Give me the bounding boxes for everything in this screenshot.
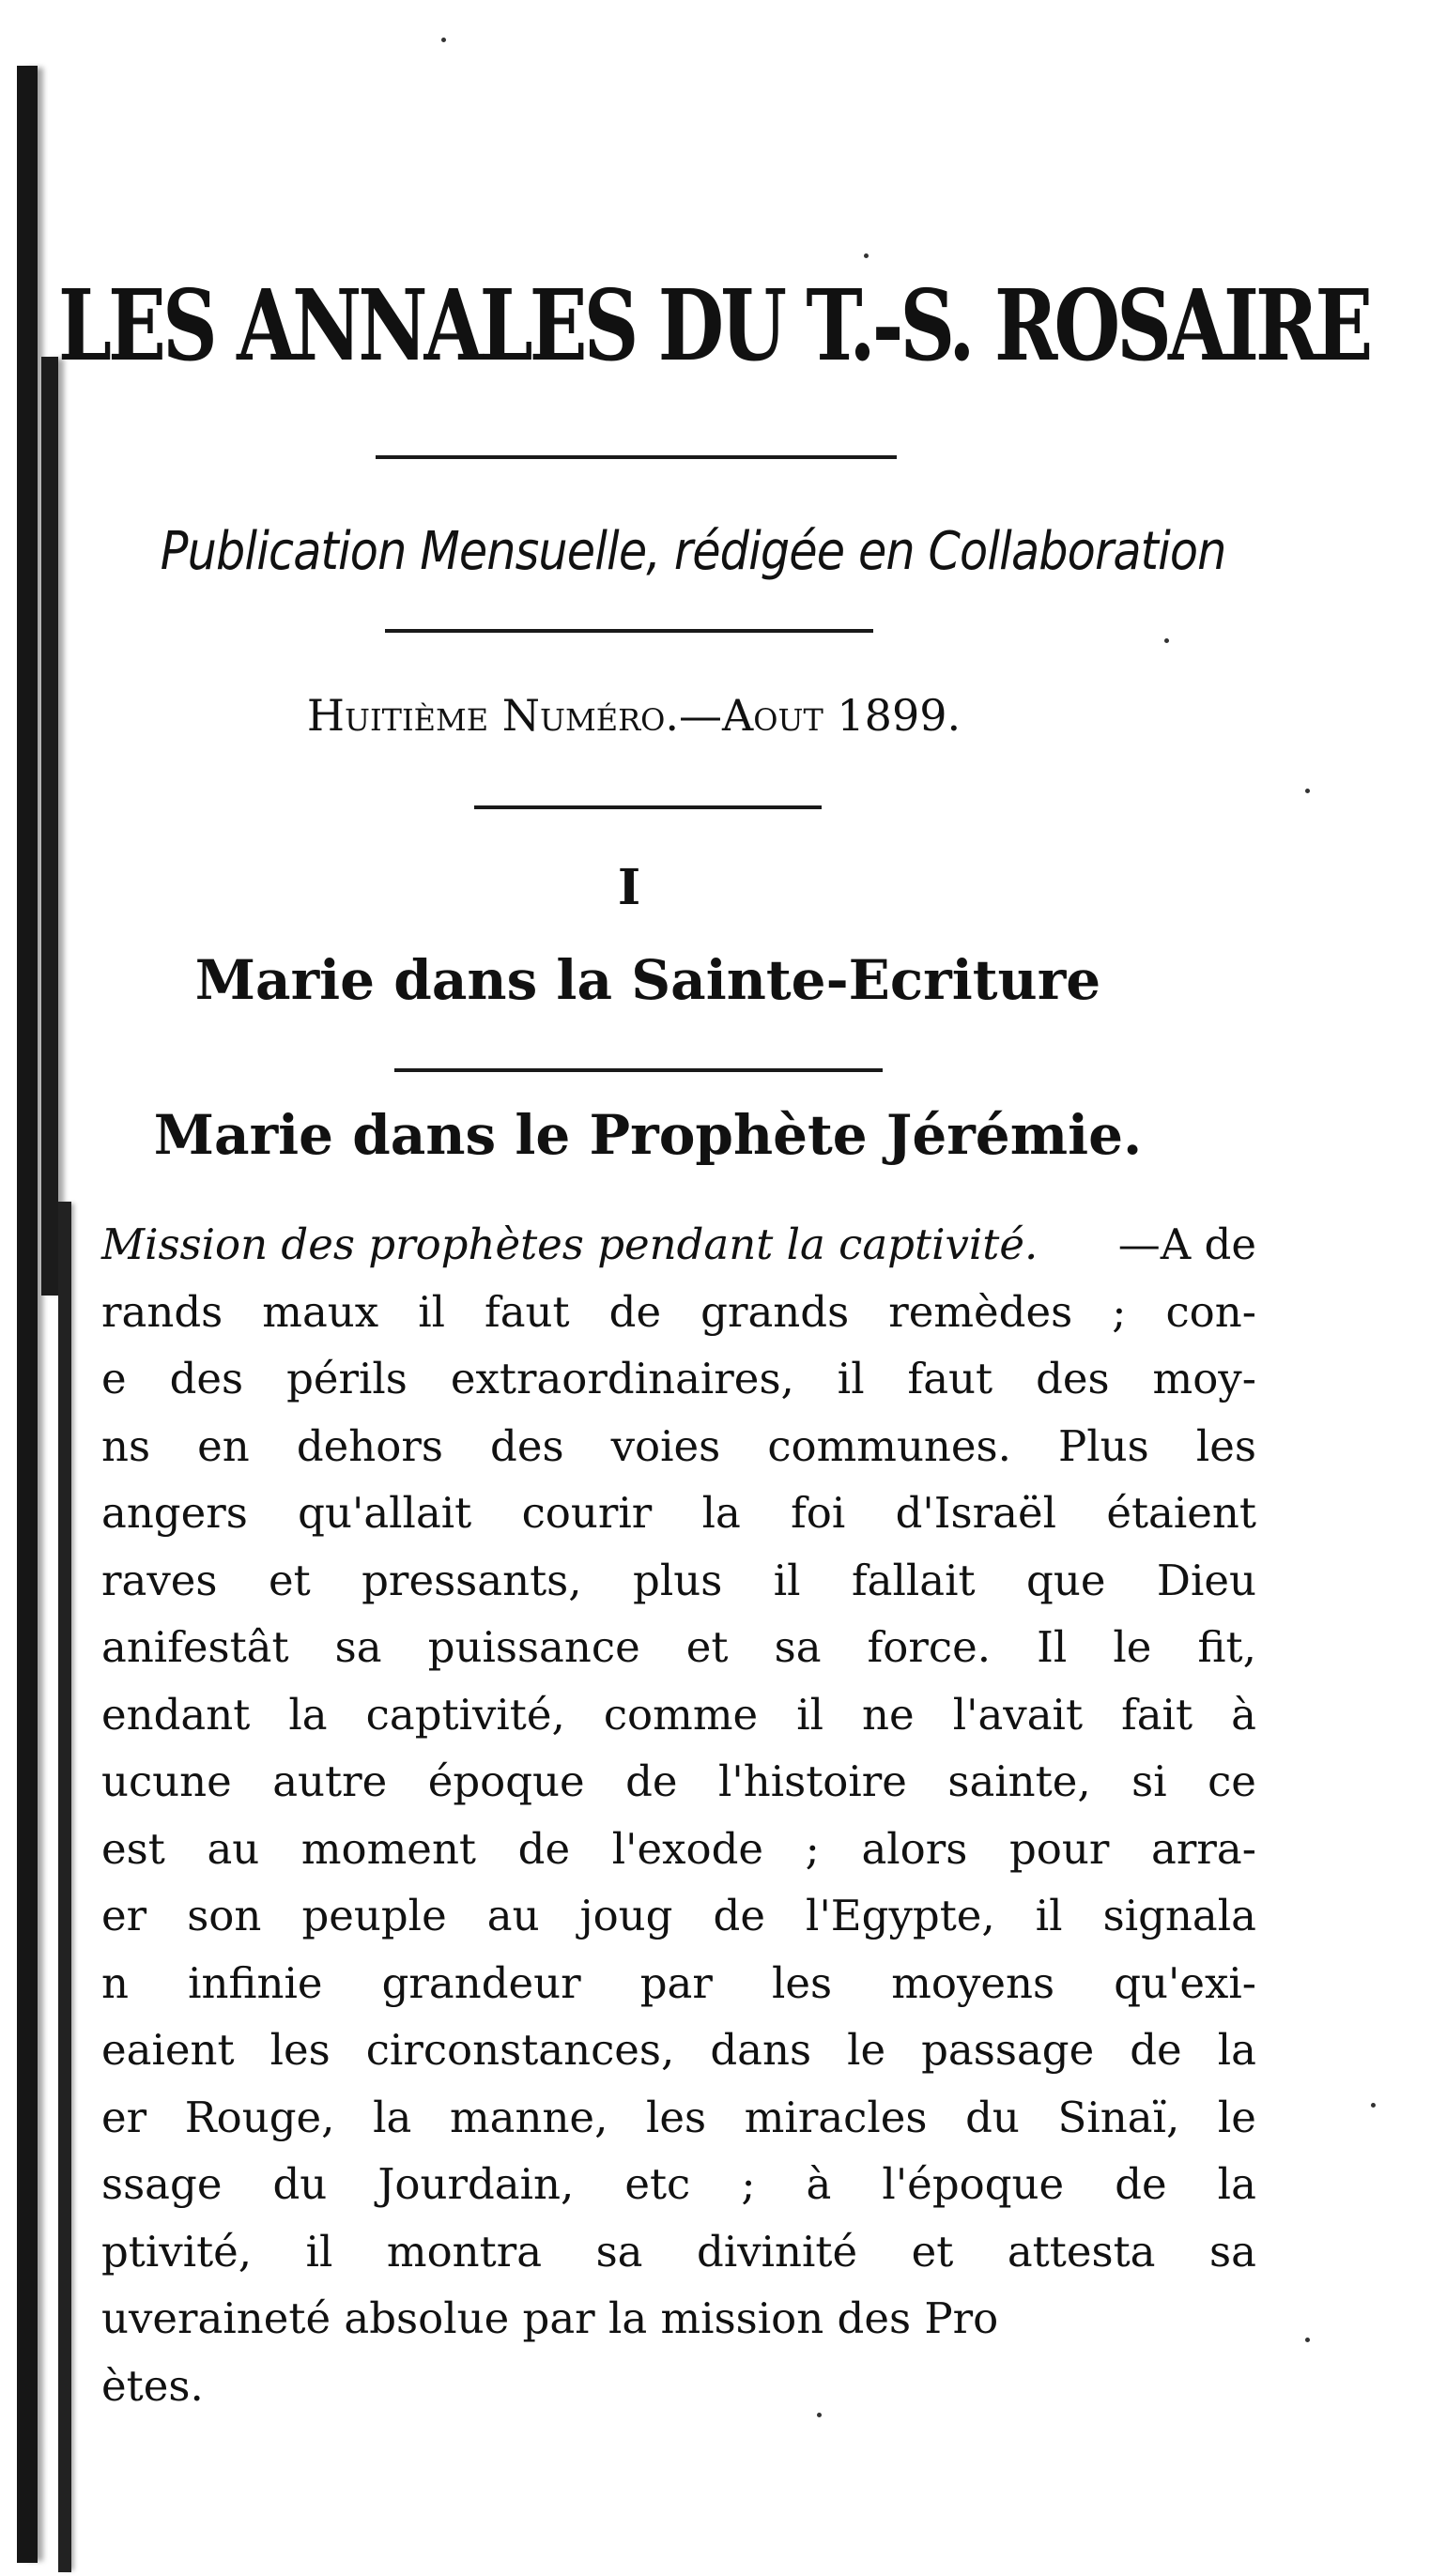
body-word: plus	[633, 1555, 723, 1605]
body-line	[101, 1681, 1256, 1749]
body-line	[101, 2151, 1256, 2218]
issue-line: Huitième Numéro.—Aout 1899.	[306, 690, 962, 741]
body-word: ucune	[101, 1756, 232, 1806]
body-word: les	[646, 2092, 707, 2142]
body-word: et	[911, 2226, 954, 2277]
body-word: l'avait	[952, 1689, 1084, 1740]
body-word: moment	[300, 1823, 477, 1874]
body-word: de	[625, 1756, 678, 1806]
body-word: à	[806, 2159, 832, 2209]
body-word: Il	[1037, 1622, 1068, 1672]
body-word: ;	[1112, 1286, 1127, 1337]
body-first-line	[101, 1211, 1256, 1279]
body-line	[101, 1816, 1256, 1883]
body-word: la	[1217, 2159, 1256, 2209]
body-word: puissance	[427, 1622, 640, 1672]
body-word: alors	[861, 1823, 968, 1874]
body-word: au	[486, 1891, 540, 1940]
body-word: il	[1035, 1891, 1063, 1940]
body-word: de	[1115, 2159, 1167, 2209]
body-word: périls	[286, 1354, 408, 1403]
article-body	[101, 1211, 1256, 2419]
body-word: des	[169, 1354, 244, 1403]
body-word: angers	[101, 1488, 248, 1538]
binding-shadow	[17, 66, 38, 2563]
body-word: à	[1231, 1689, 1256, 1740]
body-word: faut	[485, 1286, 570, 1337]
body-line	[101, 1279, 1256, 1346]
body-word: dans	[710, 2025, 812, 2075]
body-word: arra-	[1151, 1823, 1256, 1874]
body-word: que	[1026, 1555, 1106, 1605]
body-word: grands	[700, 1286, 850, 1337]
body-word: er	[101, 2092, 147, 2142]
body-word: ne	[862, 1689, 915, 1740]
body-word: Jourdain,	[377, 2159, 575, 2209]
article-title: Marie dans le Prophète Jérémie.	[153, 1103, 1143, 1167]
body-line	[101, 1882, 1256, 1950]
body-word: il	[418, 1286, 445, 1337]
body-word: divinité	[697, 2226, 858, 2277]
body-word: la	[373, 2092, 412, 2142]
body-word: fit,	[1197, 1622, 1256, 1672]
body-word: si	[1131, 1756, 1167, 1806]
body-word: le	[847, 2025, 886, 2075]
masthead-title: LES ANNALES DU T.-S. ROSAIRE	[58, 268, 1370, 383]
body-line	[101, 2285, 1256, 2353]
body-word: son	[187, 1891, 262, 1940]
body-word: extraordinaires,	[450, 1354, 794, 1403]
masthead-rule	[376, 455, 897, 459]
body-word: la	[701, 1488, 741, 1538]
body-line	[101, 1345, 1256, 1413]
body-word: ce	[1208, 1756, 1256, 1806]
body-word: peuple	[301, 1891, 447, 1940]
body-line	[101, 1614, 1256, 1681]
body-word: les	[1195, 1420, 1256, 1471]
body-word: force.	[867, 1622, 992, 1672]
body-word: faut	[907, 1354, 993, 1403]
section-rule	[394, 1068, 883, 1072]
body-word: étaient	[1106, 1488, 1256, 1538]
body-word: il	[773, 1555, 801, 1605]
body-word: ns	[101, 1420, 151, 1471]
body-word: en	[197, 1420, 250, 1471]
body-word: remèdes	[888, 1286, 1073, 1337]
body-word: moyens	[891, 1957, 1055, 2008]
body-line	[101, 1547, 1256, 1615]
body-word: joug	[579, 1891, 673, 1940]
body-line	[101, 1950, 1256, 2017]
body-word: communes.	[767, 1420, 1011, 1471]
body-word: Dieu	[1156, 1555, 1256, 1605]
body-word: ssage	[101, 2159, 223, 2209]
body-word: e	[101, 1354, 127, 1403]
body-word: circonstances,	[365, 2025, 675, 2075]
body-word: les	[269, 2025, 331, 2075]
body-word: il	[305, 2226, 333, 2277]
body-word: voies	[610, 1420, 721, 1471]
body-word: pressants,	[362, 1555, 582, 1605]
body-word: passage	[921, 2025, 1095, 2075]
body-word: Rouge,	[184, 2092, 335, 2142]
scan-speck	[1371, 2103, 1376, 2108]
body-word: attesta	[1007, 2226, 1156, 2277]
binding-shadow-middle	[41, 357, 58, 1296]
body-word: ;	[805, 1823, 820, 1874]
body-word: er	[101, 1891, 147, 1940]
body-word: courir	[521, 1488, 653, 1538]
publication-subtitle: Publication Mensuelle, rédigée en Collaboration	[160, 521, 1226, 582]
body-word: signala	[1102, 1891, 1256, 1940]
scan-speck	[1305, 2338, 1310, 2342]
scan-speck	[1305, 789, 1310, 793]
body-word: dehors	[296, 1420, 443, 1471]
body-word: des	[1036, 1354, 1110, 1403]
body-word: l'histoire	[717, 1756, 907, 1806]
body-word: il	[837, 1354, 865, 1403]
subtitle-rule	[385, 629, 873, 633]
body-line	[101, 2016, 1256, 2084]
body-word: comme	[603, 1689, 759, 1740]
body-word: rands	[101, 1286, 223, 1337]
body-word: anifestât	[101, 1622, 289, 1672]
body-line	[101, 2084, 1256, 2152]
body-line	[101, 2218, 1256, 2286]
body-word: sa	[334, 1622, 382, 1672]
body-word: époque	[427, 1756, 585, 1806]
body-word: n	[101, 1957, 129, 2008]
body-word: et	[268, 1555, 311, 1605]
body-line-text: ètes.	[101, 2360, 204, 2411]
body-word: Plus	[1058, 1420, 1149, 1471]
body-word: fallait	[852, 1555, 976, 1605]
body-word: captivité,	[365, 1689, 565, 1740]
body-word: les	[771, 1957, 833, 2008]
body-word: il	[796, 1689, 823, 1740]
body-word: l'époque	[882, 2159, 1065, 2209]
body-word: grandeur	[381, 1957, 581, 2008]
body-word: de	[517, 1823, 571, 1874]
body-word: sa	[1208, 2226, 1256, 2277]
body-word: par	[639, 1957, 713, 2008]
body-word: pour	[1008, 1823, 1110, 1874]
body-word: le	[1217, 2092, 1256, 2142]
body-word: l'exode	[611, 1823, 764, 1874]
body-word: de	[608, 1286, 662, 1337]
body-word: moy-	[1152, 1354, 1256, 1403]
issue-rule	[474, 805, 822, 809]
body-word: sainte,	[947, 1756, 1091, 1806]
body-word: d'Israël	[895, 1488, 1056, 1538]
scan-speck	[864, 253, 869, 258]
body-word: la	[1217, 2025, 1256, 2075]
body-word: ;	[741, 2159, 756, 2209]
body-word: du	[965, 2092, 1020, 2142]
scan-speck	[441, 38, 446, 42]
body-word: miracles	[744, 2092, 928, 2142]
body-word: qu'exi-	[1114, 1957, 1256, 2008]
body-line-text: —A de	[1117, 1219, 1256, 1269]
body-word: fait	[1121, 1689, 1193, 1740]
body-word: Sinaï,	[1057, 2092, 1180, 2142]
binding-shadow-inner	[58, 1202, 71, 2572]
body-word: la	[288, 1689, 328, 1740]
body-word: sa	[595, 2226, 643, 2277]
body-word: qu'allait	[298, 1488, 472, 1538]
section-title: Marie dans la Sainte-Ecriture	[194, 948, 1101, 1012]
body-word: endant	[101, 1689, 251, 1740]
body-line-text: uveraineté absolue par la mission des Pro	[101, 2293, 999, 2343]
body-word: ptivité,	[101, 2226, 253, 2277]
section-number: I	[617, 859, 641, 916]
body-word: autre	[272, 1756, 388, 1806]
body-word: montra	[386, 2226, 543, 2277]
body-word: manne,	[449, 2092, 608, 2142]
body-word: infinie	[188, 1957, 323, 2008]
body-word: est	[101, 1823, 165, 1874]
body-line	[101, 1748, 1256, 1816]
body-word: de	[713, 1891, 765, 1940]
body-word: au	[207, 1823, 260, 1874]
body-word: l'Egypte,	[806, 1891, 995, 1940]
body-word: et	[685, 1622, 729, 1672]
body-word: des	[490, 1420, 564, 1471]
scan-speck	[1164, 638, 1169, 643]
body-word: sa	[774, 1622, 822, 1672]
body-word: du	[272, 2159, 328, 2209]
body-word: de	[1130, 2025, 1182, 2075]
body-lead-italic: Mission des prophètes pendant la captivité.	[101, 1219, 1039, 1269]
body-word: foi	[791, 1488, 846, 1538]
body-word: maux	[262, 1286, 379, 1337]
body-line	[101, 1480, 1256, 1547]
body-word: etc	[624, 2159, 691, 2209]
body-word: le	[1113, 1622, 1152, 1672]
body-word: eaient	[101, 2025, 235, 2075]
body-word: raves	[101, 1555, 218, 1605]
body-word: con-	[1165, 1286, 1256, 1337]
body-line	[101, 1413, 1256, 1480]
body-line	[101, 2353, 1256, 2420]
